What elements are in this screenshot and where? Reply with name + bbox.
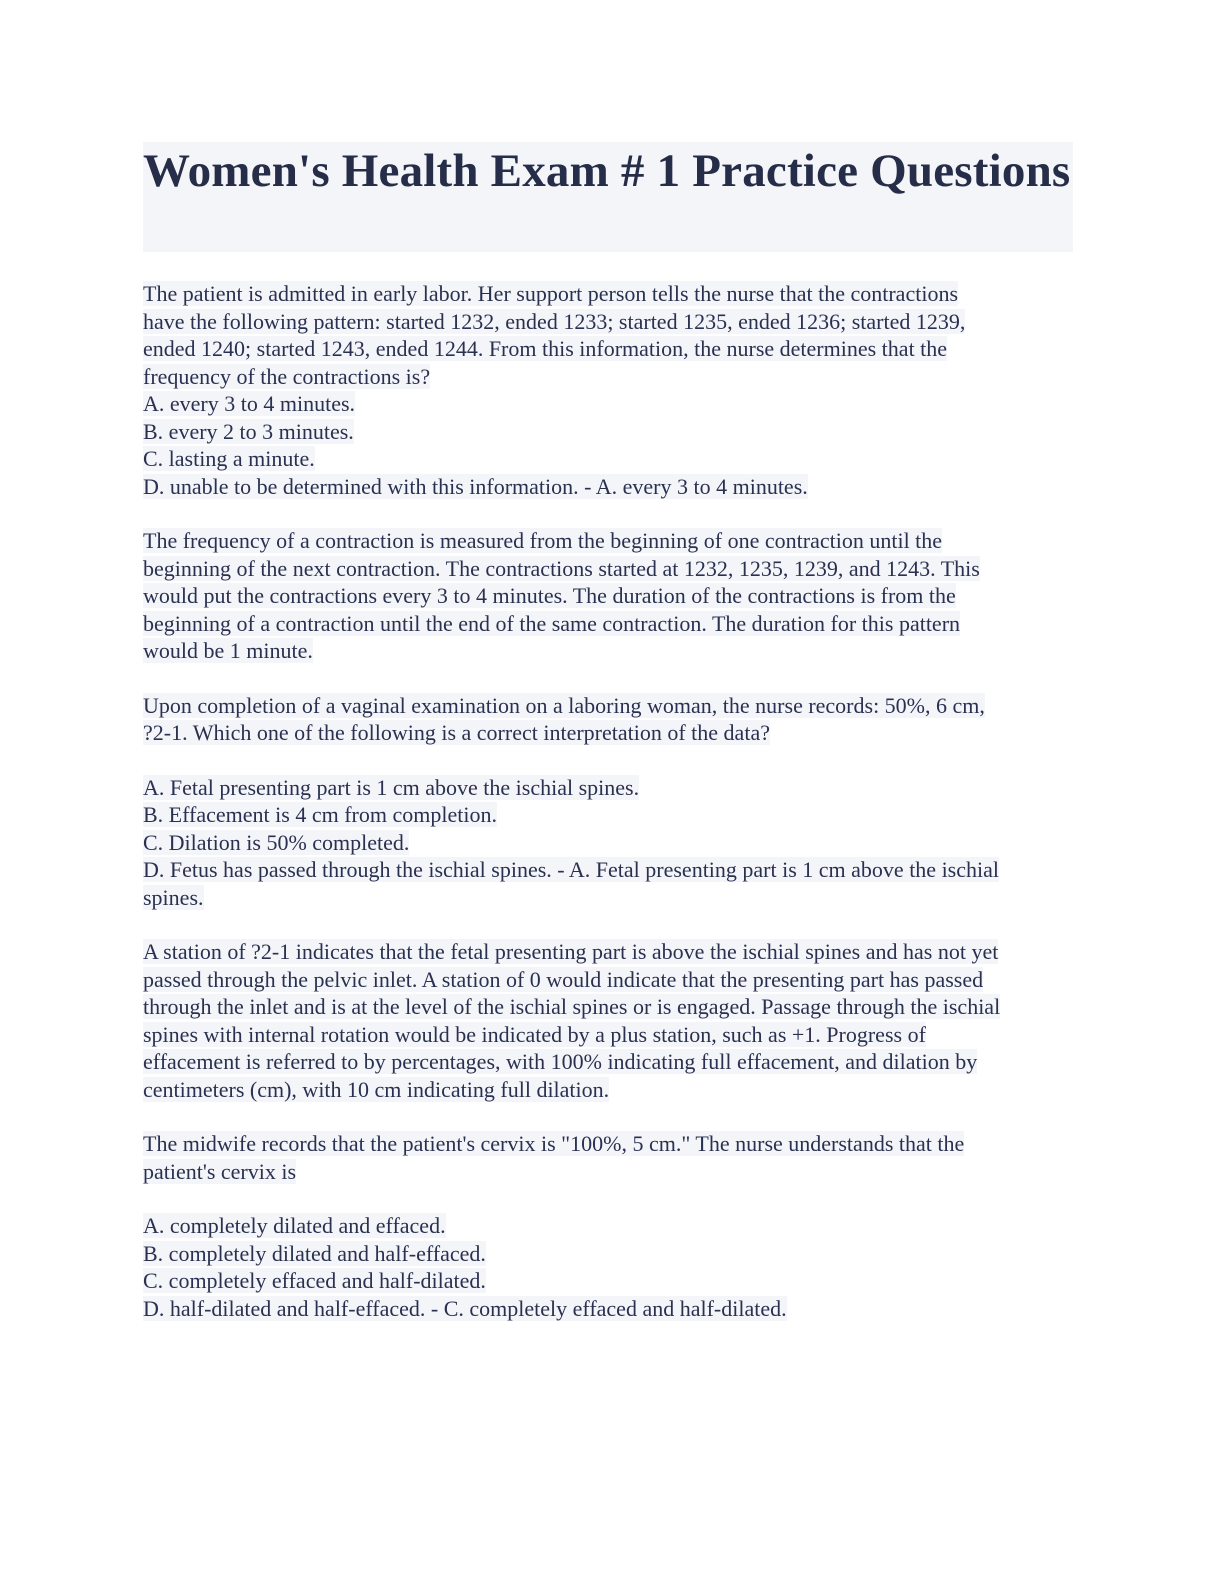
text-line-content: effacement is referred to by percentages, with 100% indicating full effacement, and dilation by (143, 1049, 978, 1074)
text-line-content: D. unable to be determined with this information. - A. every 3 to 4 minutes. (143, 473, 808, 499)
paragraph (143, 1212, 1073, 1322)
document-page (143, 142, 1073, 1349)
text-line (143, 527, 1073, 555)
paragraph (143, 1130, 1073, 1185)
text-line-content: The patient is admitted in early labor. Her support person tells the nurse that the contractions (143, 281, 958, 306)
text-line (143, 774, 1073, 802)
text-line-content: B. Effacement is 4 cm from completion. (143, 802, 497, 827)
text-line (143, 1048, 1073, 1076)
document-body (143, 280, 1073, 1322)
text-line (143, 1295, 1073, 1323)
text-line (143, 418, 1073, 446)
text-line (143, 993, 1073, 1021)
paragraph (143, 692, 1073, 747)
text-line-content: C. Dilation is 50% completed. (143, 829, 410, 855)
text-line (143, 1021, 1073, 1049)
text-line (143, 610, 1073, 638)
text-line-content: spines. (143, 884, 204, 910)
title-block (143, 142, 1073, 252)
text-line (143, 308, 1073, 336)
text-line (143, 719, 1073, 747)
text-line (143, 555, 1073, 583)
text-line (143, 390, 1073, 418)
text-line-content: B. every 2 to 3 minutes. (143, 418, 354, 444)
text-line-content: passed through the pelvic inlet. A station of 0 would indicate that the presenting part has passed (143, 966, 984, 992)
paragraph (143, 280, 1073, 500)
text-line (143, 335, 1073, 363)
text-line-content: beginning of a contraction until the end of the same contraction. The duration for this pattern (143, 610, 961, 636)
paragraph (143, 938, 1073, 1103)
text-line-content: spines with internal rotation would be indicated by a plus station, such as +1. Progress of (143, 1021, 926, 1047)
text-line-content: D. half-dilated and half-effaced. - C. completely effaced and half-dilated. (143, 1295, 787, 1321)
text-line (143, 363, 1073, 391)
text-line (143, 938, 1073, 966)
text-line-content: Upon completion of a vaginal examination on a laboring woman, the nurse records: 50%, 6 cm, (143, 692, 985, 718)
text-line (143, 692, 1073, 720)
text-line-content: A station of ?2-1 indicates that the fetal presenting part is above the ischial spines and has not yet (143, 939, 999, 964)
text-line-content: ended 1240; started 1243, ended 1244. From this information, the nurse determines that the (143, 336, 948, 361)
text-line-content: C. lasting a minute. (143, 446, 315, 471)
text-line-content: A. every 3 to 4 minutes. (143, 391, 356, 416)
text-line-content: would put the contractions every 3 to 4 minutes. The duration of the contractions is from the (143, 583, 956, 608)
text-line-content: The frequency of a contraction is measured from the beginning of one contraction until the (143, 528, 943, 553)
text-line (143, 856, 1073, 884)
text-line (143, 966, 1073, 994)
text-line-content: A. Fetal presenting part is 1 cm above the ischial spines. (143, 774, 640, 800)
text-line (143, 280, 1073, 308)
text-line-content: frequency of the contractions is? (143, 363, 431, 389)
text-line (143, 445, 1073, 473)
text-line (143, 1212, 1073, 1240)
text-line-content: would be 1 minute. (143, 638, 313, 663)
text-line (143, 1267, 1073, 1295)
text-line-content: The midwife records that the patient's cervix is "100%, 5 cm." The nurse understands that the (143, 1131, 965, 1156)
text-line-content: A. completely dilated and effaced. (143, 1213, 446, 1238)
text-line (143, 637, 1073, 665)
text-line-content: through the inlet and is at the level of the ischial spines or is engaged. Passage through the ischial (143, 994, 1001, 1019)
text-line (143, 1158, 1073, 1186)
paragraph (143, 774, 1073, 912)
text-line (143, 473, 1073, 501)
text-line-content: D. Fetus has passed through the ischial spines. - A. Fetal presenting part is 1 cm above the ischial (143, 857, 1000, 882)
text-line-content: C. completely effaced and half-dilated. (143, 1268, 486, 1293)
paragraph (143, 527, 1073, 665)
text-line (143, 884, 1073, 912)
text-line-content: ?2-1. Which one of the following is a correct interpretation of the data? (143, 720, 770, 745)
text-line (143, 801, 1073, 829)
text-line (143, 1076, 1073, 1104)
text-line-content: have the following pattern: started 1232, ended 1233; started 1235, ended 1236; started 1239, (143, 308, 966, 334)
text-line (143, 1240, 1073, 1268)
text-line-content: B. completely dilated and half-effaced. (143, 1240, 486, 1266)
text-line (143, 829, 1073, 857)
text-line-content: centimeters (cm), with 10 cm indicating full dilation. (143, 1076, 610, 1102)
text-line (143, 1130, 1073, 1158)
text-line (143, 582, 1073, 610)
text-line-content: patient's cervix is (143, 1158, 297, 1184)
page-title: Women's Health Exam # 1 Practice Questions (143, 145, 1071, 197)
text-line-content: beginning of the next contraction. The contractions started at 1232, 1235, 1239, and 1243. This (143, 555, 980, 581)
